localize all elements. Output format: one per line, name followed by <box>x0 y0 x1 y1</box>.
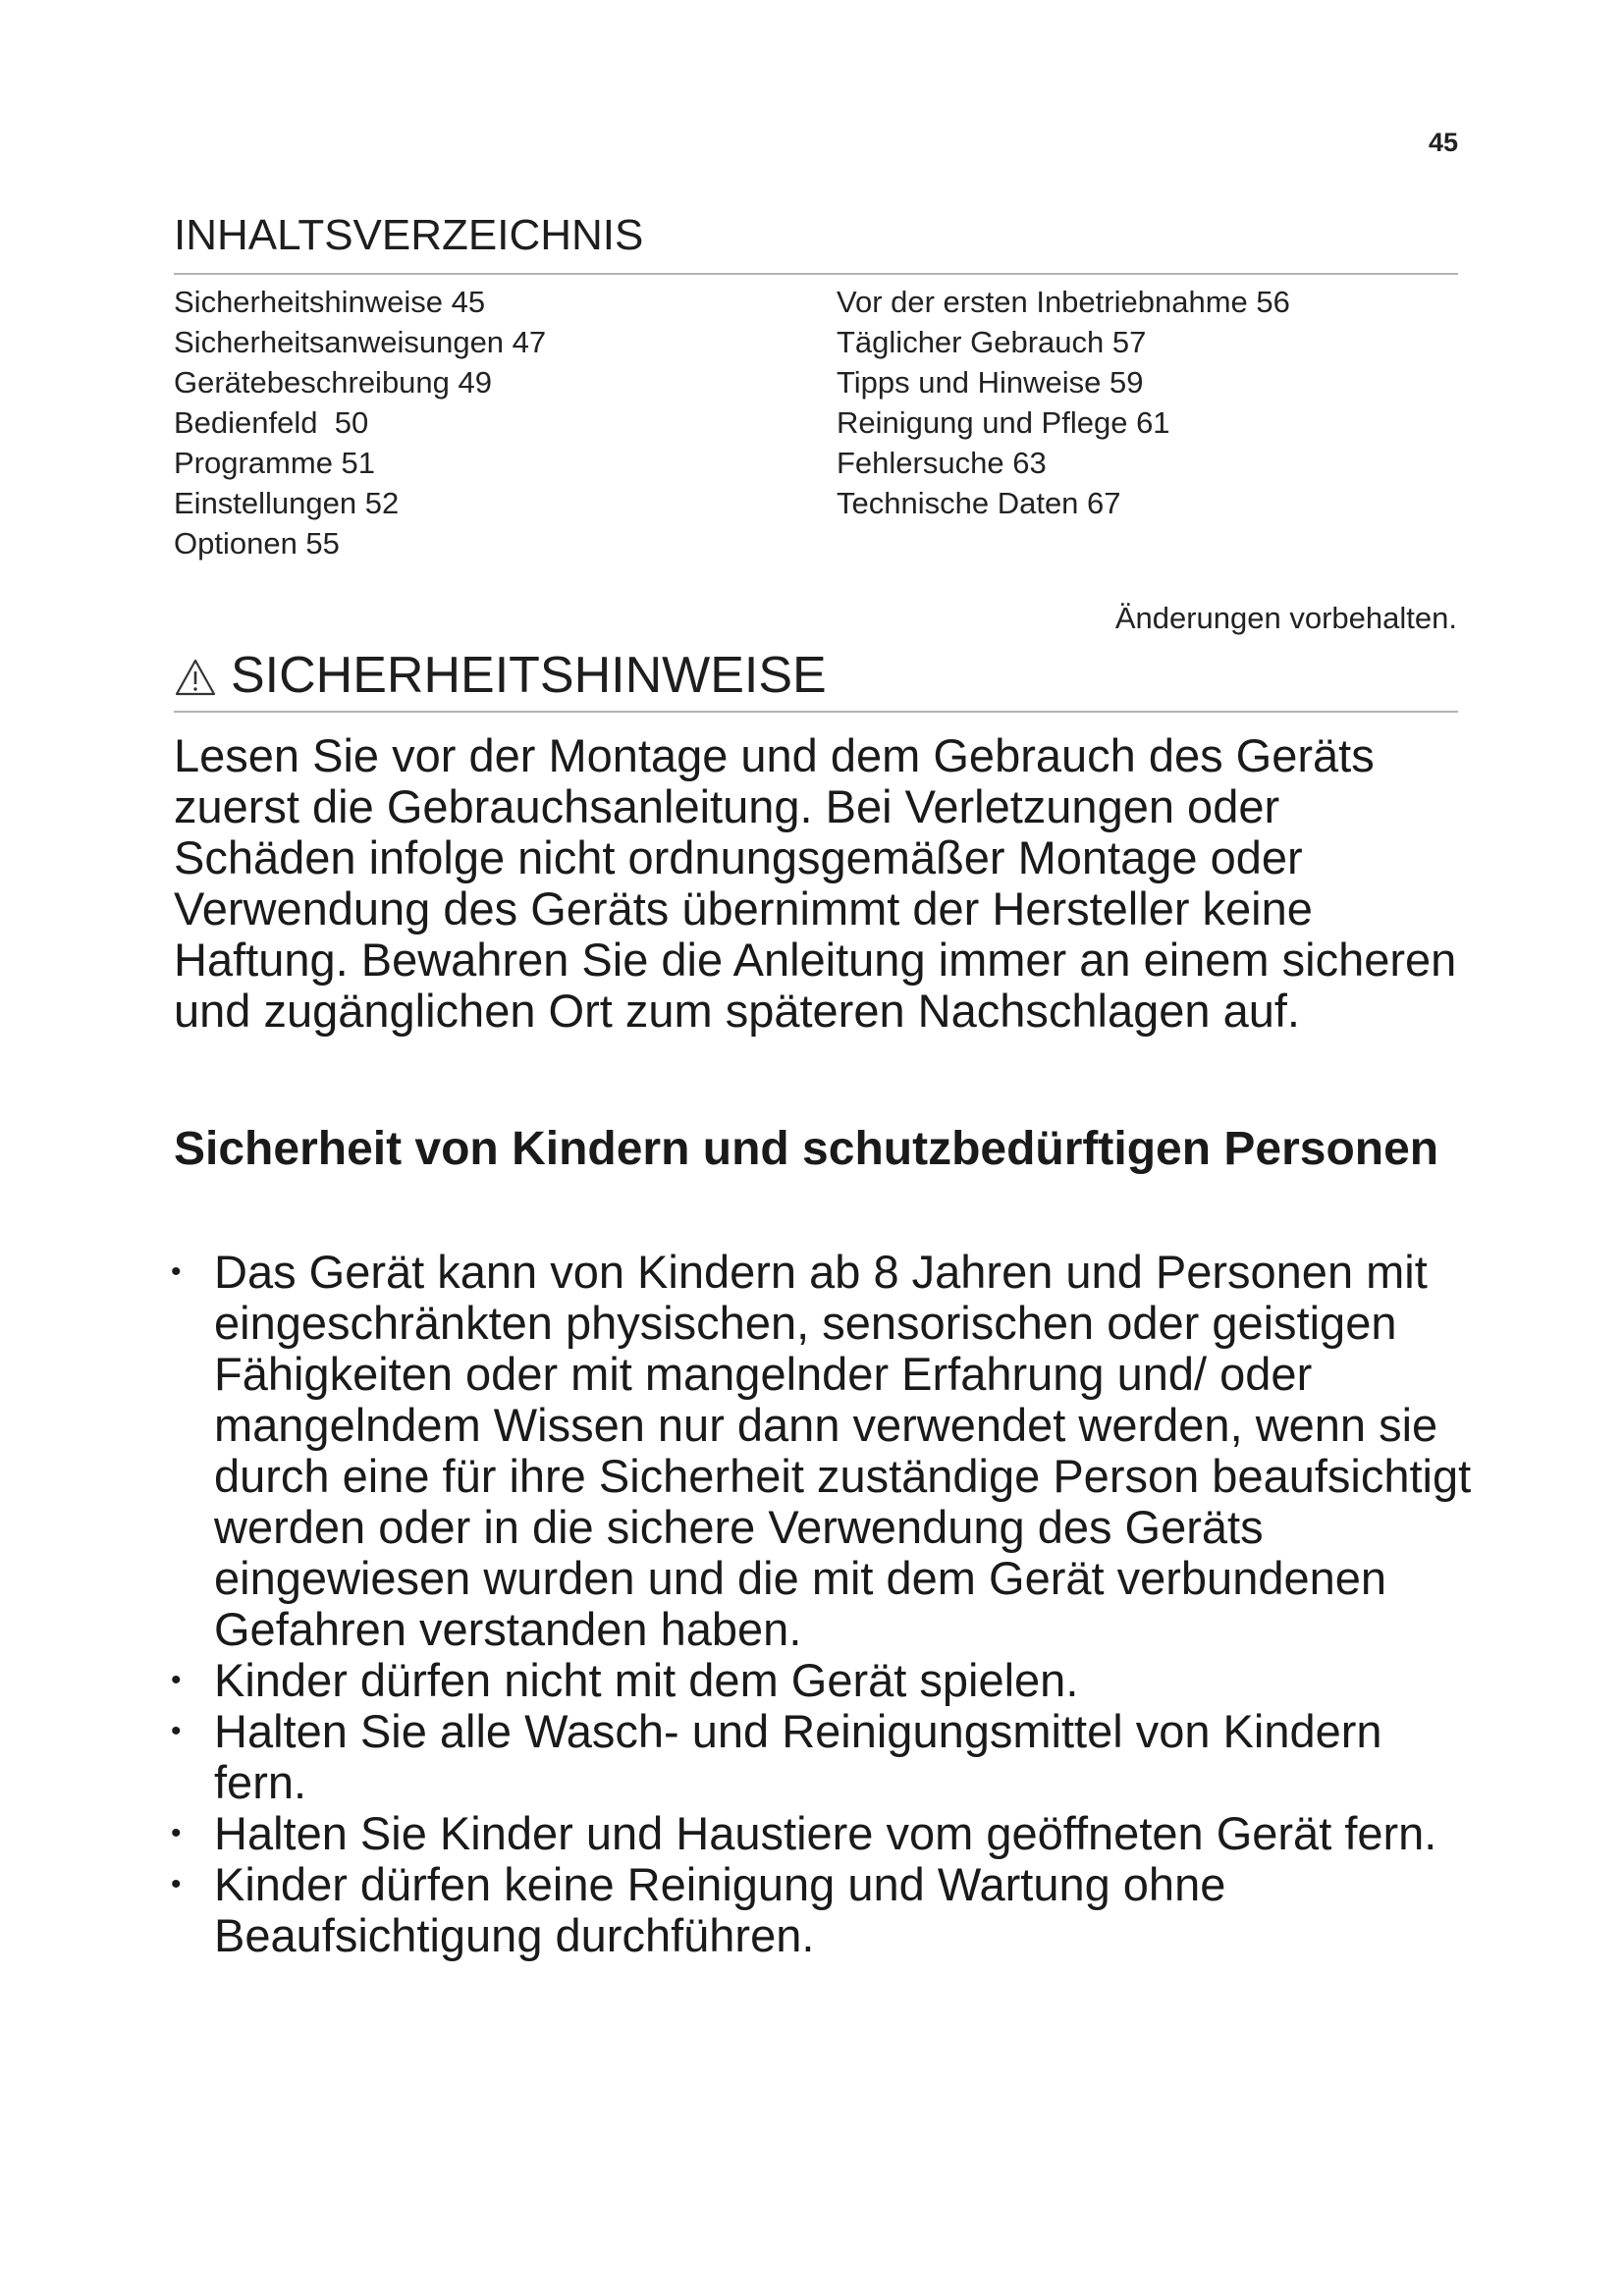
toc-entry: Täglicher Gebrauch 57 <box>837 325 1147 359</box>
toc-entry: Programme 51 <box>174 446 376 480</box>
toc-entry: Tipps und Hinweise 59 <box>837 365 1144 400</box>
toc-entry: Einstellungen 52 <box>174 486 400 520</box>
list-item-text: Halten Sie Kinder und Haustiere vom geöffneten Gerät fern. <box>214 1807 1437 1859</box>
bullet-icon: • <box>171 1664 182 1696</box>
list-item <box>169 1808 1475 1859</box>
list-item <box>169 1655 1475 1706</box>
bullet-icon: • <box>171 1715 182 1747</box>
page-number: 45 <box>1429 128 1459 157</box>
toc-heading: INHALTSVERZEICHNIS <box>174 211 644 259</box>
toc-entry: Vor der ersten Inbetriebnahme 56 <box>837 285 1290 319</box>
children-safety-list <box>169 1247 1475 1961</box>
bullet-icon: • <box>171 1255 182 1288</box>
list-item <box>169 1247 1475 1655</box>
toc-entry: Gerätebeschreibung 49 <box>174 365 493 400</box>
safety-intro-paragraph: Lesen Sie vor der Montage und dem Gebrauch des Geräts zuerst die Gebrauchsanleitung. Bei Verletzungen oder Schäden infolge nicht ordnungsgemäßer Montage oder Verwendung des Geräts übernimmt der Hersteller keine Haftung. Bewahren Sie die Anleitung immer an einem sicheren und zugänglichen Ort zum späteren Nachschlagen auf. <box>174 729 1457 1037</box>
list-item-text: Halten Sie alle Wasch- und Reinigungsmittel von Kindern fern. <box>214 1705 1382 1808</box>
toc-entry: Technische Daten 67 <box>837 486 1121 520</box>
bullet-icon: • <box>171 1817 182 1849</box>
toc-entry: Sicherheitsanweisungen 47 <box>174 325 547 359</box>
safety-heading <box>174 647 827 704</box>
toc-entry: Fehlersuche 63 <box>837 446 1047 480</box>
list-item-text: Das Gerät kann von Kindern ab 8 Jahren und Personen mit eingeschränkten physischen, sensorischen oder geistigen Fähigkeiten oder mit mangelnder Erfahrung und/ oder mangelndem Wissen nur dann verwendet werden, wenn sie durch eine für ihre Sicherheit zuständige Person beaufsichtigt werden oder in die sichere Verwendung des Geräts eingewiesen wurden und die mit dem Gerät verbundenen Gefahren verstanden haben. <box>214 1246 1472 1655</box>
toc-entry: Bedienfeld 50 <box>174 405 369 440</box>
toc-entry: Optionen 55 <box>174 526 340 561</box>
toc-entry: Reinigung und Pflege 61 <box>837 405 1170 440</box>
list-item-text: Kinder dürfen keine Reinigung und Wartung ohne Beaufsichtigung durchführen. <box>214 1858 1226 1961</box>
safety-heading-text: SICHERHEITSHINWEISE <box>231 647 827 704</box>
changes-note: Änderungen vorbehalten. <box>1114 601 1457 635</box>
list-item <box>169 1859 1475 1961</box>
bullet-icon: • <box>171 1868 182 1900</box>
toc-right-column <box>837 282 1290 523</box>
toc-left-column <box>174 282 546 563</box>
toc-divider <box>174 273 1458 275</box>
toc-entry: Sicherheitshinweise 45 <box>174 285 486 319</box>
children-safety-heading: Sicherheit von Kindern und schutzbedürftigen Personen <box>174 1123 1439 1175</box>
warning-triangle-icon <box>174 658 217 697</box>
safety-divider <box>174 711 1458 713</box>
list-item <box>169 1706 1475 1808</box>
list-item-text: Kinder dürfen nicht mit dem Gerät spielen. <box>214 1654 1079 1706</box>
